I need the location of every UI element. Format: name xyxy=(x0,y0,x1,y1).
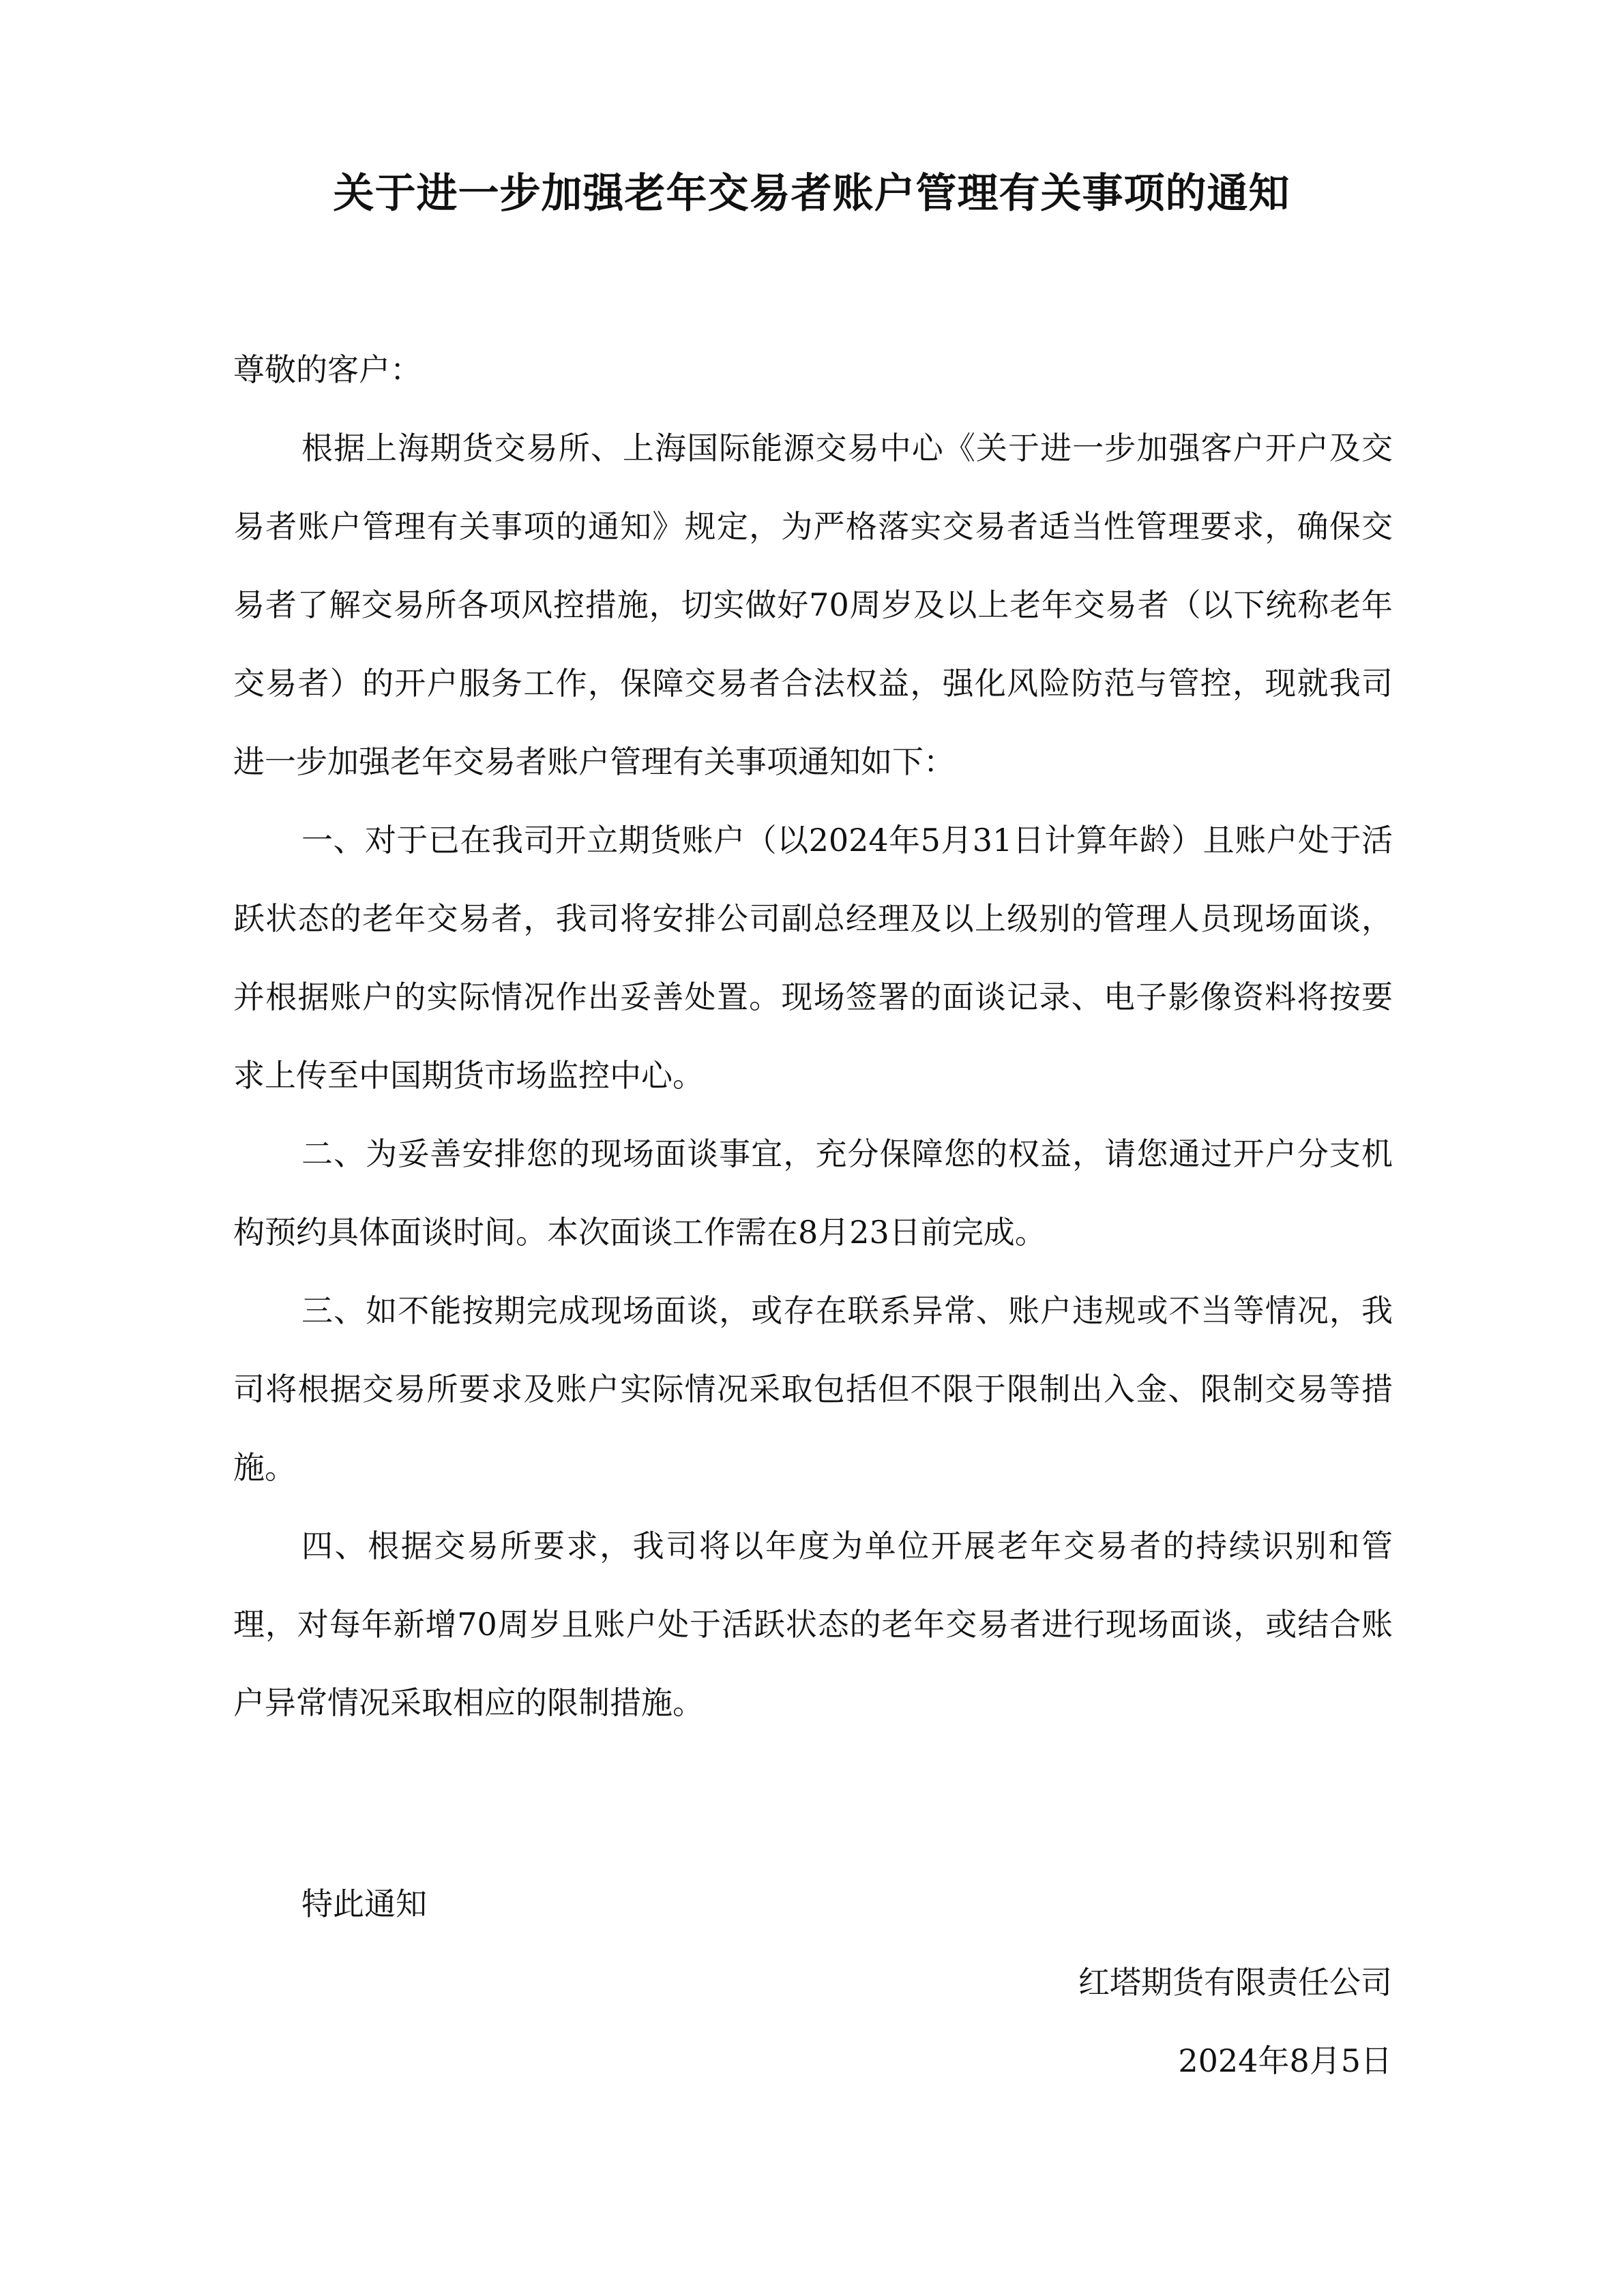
paragraph-item-2: 二、为妥善安排您的现场面谈事宜，充分保障您的权益，请您通过开户分支机构预约具体面谈时间。本次面谈工作需在8月23日前完成。 xyxy=(233,1135,1393,1251)
paragraph-intro: 根据上海期货交易所、上海国际能源交易中心《关于进一步加强客户开户及交易者账户管理有关事项的通知》规定，为严格落实交易者适当性管理要求，确保交易者了解交易所各项风控措施，切实做好70周岁及以上老年交易者（以下统称老年交易者）的开户服务工作，保障交易者合法权益，强化风险防范与管控，现就我司进一步加强老年交易者账户管理有关事项通知如下： xyxy=(233,430,1393,780)
closing-line: 特此通知 xyxy=(301,1885,427,1922)
document-title: 关于进一步加强老年交易者账户管理有关事项的通知 xyxy=(333,170,1290,218)
document-body xyxy=(233,409,1393,1742)
company-signature: 红塔期货有限责任公司 xyxy=(1078,1964,1392,2001)
paragraph-item-4: 四、根据交易所要求，我司将以年度为单位开展老年交易者的持续识别和管理，对每年新增70周岁且账户处于活跃状态的老年交易者进行现场面谈，或结合账户异常情况采取相应的限制措施。 xyxy=(233,1527,1393,1721)
document-date: 2024年8月5日 xyxy=(1178,2042,1392,2079)
paragraph-item-3: 三、如不能按期完成现场面谈，或存在联系异常、账户违规或不当等情况，我司将根据交易所要求及账户实际情况采取包括但不限于限制出入金、限制交易等措施。 xyxy=(233,1292,1393,1486)
salutation: 尊敬的客户： xyxy=(233,351,422,388)
paragraph-item-1: 一、对于已在我司开立期货账户（以2024年5月31日计算年龄）且账户处于活跃状态的老年交易者，我司将安排公司副总经理及以上级别的管理人员现场面谈，并根据账户的实际情况作出妥善处置。现场签署的面谈记录、电子影像资料将按要求上传至中国期货市场监控中心。 xyxy=(233,822,1393,1094)
